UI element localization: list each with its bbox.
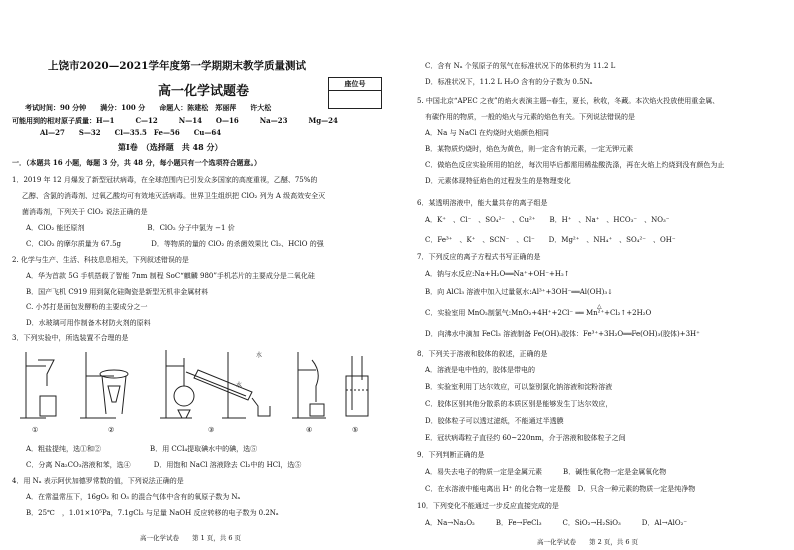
question-line: 4．用 Nₐ 表示阿伏加德罗常数的值，下列说法正确的是 — [12, 477, 184, 485]
question-option: C．在水溶液中能电离出 H⁺ 的化合物一定是酸 D．只含一种元素的物质一定是纯净物 — [425, 485, 696, 493]
question-option: A．Na 与 NaCl 在灼烧时火焰颜色相同 — [425, 129, 549, 137]
question-option: A．ClO₂ 能还原剂 B．ClO₂ 分子中氯为 −1 价 — [26, 224, 235, 232]
question-option: B．国产飞机 C919 用到氮化硅陶瓷是新型无机非金属材料 — [26, 288, 209, 296]
exam-title: 上饶市2020—2021学年度第一学期期末教学质量测试 — [48, 60, 306, 72]
question-line: 有碳作用的物质，一般的焰火与元素的焰色有关。下列说法错误的是 — [425, 113, 635, 121]
page-footer: 高一化学试卷 第 1 页，共 6 页 — [140, 534, 242, 542]
question-option: E．冠状病毒粒子直径约 60~220nm，介于溶液和胶体粒子之间 — [425, 434, 626, 442]
apparatus-label: ⑤ — [352, 426, 359, 434]
question-option: A．在常温常压下，16gO₂ 和 O₃ 的混合气体中含有的氧原子数为 Nₐ — [26, 493, 241, 501]
question-option: A．粗盐提纯，选①和② B．用 CCl₄提取碘水中的碘，选⑤ — [26, 445, 258, 453]
question-option: A．易失去电子的物质一定是金属元素 B．碱性氧化物一定是金属氧化物 — [425, 468, 667, 476]
question-line: 菌消毒剂，下列关于 ClO₂ 说法正确的是 — [22, 208, 148, 216]
question-option: B．某物质灼烧时，焰色为黄色，则一定含有钠元素，一定无钾元素 — [425, 145, 634, 153]
question-line: 乙醇、含氯的消毒剂、过氧乙酸均可有效地灭活病毒。世界卫生组织把 ClO₂ 列为 A 级高效安全灭 — [22, 192, 326, 200]
question-option: A．钠与水反应:Na+H₂O══Na⁺+OH⁻+H₂↑ — [425, 270, 570, 278]
question-option: C．含有 Nₐ 个氖原子的氖气在标准状况下的体积约为 11.2 L — [425, 62, 616, 70]
question-line: 6．某透明溶液中，能大量共存的离子组是 — [417, 199, 548, 207]
question-option: C．实验室用 MnO₂制氯气:MnO₂+4H⁺+2Cl⁻ ══ Mn²⁺+Cl₂↑+2H₂O — [425, 309, 652, 317]
question-line: 2. 化学与生产、生活、科技息息相关，下列叙述错误的是 — [12, 256, 189, 264]
question-option: D．标准状况下，11.2 L H₂O 含有的分子数为 0.5Nₐ — [425, 78, 593, 86]
question-option: C．分离 Na₂CO₃溶液和苯，选④ D．用饱和 NaCl 溶液除去 Cl₂中的 HCl，选⑤ — [26, 461, 302, 469]
question-option: C．ClO₂ 的摩尔质量为 67.5g D．等物质的量的 ClO₂ 的杀菌效果比 Cl₂、HClO 的强 — [26, 240, 324, 248]
apparatus-label: ① — [32, 426, 39, 434]
question-option: C. 小苏打是面包发酵粉的主要成分之一 — [26, 303, 148, 311]
apparatus-label: ② — [108, 426, 115, 434]
water-label: 水 — [236, 382, 243, 389]
question-option: C．Fe³⁺ 、K⁺ 、SCN⁻ 、Cl⁻ D．Mg²⁺ 、NH₄⁺ 、SO₄²⁻ 、OH⁻ — [425, 236, 676, 244]
question-line: 3．下列实验中，所选装置不合理的是 — [12, 334, 129, 342]
exam-meta: 考试时间：90 分钟 满分：100 分 命题人：陈建松 郑丽萍 许大松 — [25, 103, 272, 112]
question-option: C．胶体区别其他分散系的本质区别是能够发生丁达尔效应， — [425, 400, 613, 408]
right-page — [397, 0, 794, 550]
question-line: 8．下列关于溶液和胶体的叙述，正确的是 — [417, 350, 548, 358]
question-option: D．水玻璃可用作制备木材防火剂的原料 — [26, 319, 151, 327]
heat-mark: △ — [597, 303, 602, 310]
page-footer: 高一化学试卷 第 2 页，共 6 页 — [537, 538, 639, 546]
apparatus-label: ③ — [208, 426, 215, 434]
atomic-masses-1: 可能用到的相对原子质量：H—1 C—12 N—14 O—16 Na—23 Mg—24 — [12, 116, 338, 125]
question-line: 5. 中国北京“APEC 之夜”的焰火表演主题--春生，夏长，秋收，冬藏。本次焰火投放使用重金属、 — [417, 97, 720, 105]
question-line: 7．下列反应的离子方程式书写正确的是 — [417, 253, 541, 261]
apparatus-label: ④ — [306, 426, 313, 434]
water-label: 水 — [256, 352, 263, 359]
question-option: D．元素体现特征焰色的过程发生的是物理变化 — [425, 177, 571, 185]
question-line: 1．2019 年 12 月爆发了新型冠状病毒，在全球范围内已引发众多国家的高度重视，乙醚、75%的 — [12, 176, 318, 184]
apparatus-figure — [16, 346, 376, 438]
question-option: A．华为首款 5G 手机搭载了智能 7nm 制程 SoC“麒麟 980”手机芯片的主要成分是二氧化硅 — [26, 272, 315, 280]
question-option: A．溶液是电中性的，胶体是带电的 — [425, 366, 536, 374]
question-option: B．25℃ ，1.01×10⁵Pa，7.1gCl₂ 与足量 NaOH 反应转移的电子数为 0.2Nₐ — [26, 509, 279, 517]
exam-subtitle: 高一化学试题卷 — [158, 84, 250, 99]
question-option: D．向沸水中滴加 FeCl₃ 溶液制备 Fe(OH)₃胶体：Fe³⁺+3H₂O══Fe(OH)₃(胶体)+3H⁺ — [425, 330, 700, 338]
seat-number-label: 座位号 — [329, 78, 381, 91]
question-option: A．Na→Na₂O₂ B．Fe→FeCl₃ C．SiO₂→H₂SiO₃ D．Al→AlO₂⁻ — [425, 519, 688, 527]
seat-number-box — [328, 77, 382, 109]
question-option: B．实验室利用丁达尔效应，可以鉴别氯化钠溶液和淀粉溶液 — [425, 383, 613, 391]
question-option: C．做焰色反应实验所用的铂丝，每次用毕后都需用稀盐酸洗涤，再在火焰上灼烧到没有颜色为止 — [425, 161, 725, 169]
apparatus-drawings — [16, 346, 376, 426]
question-option: D．胶体粒子可以透过滤纸，不能通过半透膜 — [425, 417, 564, 425]
question-line: 9．下列判断正确的是 — [417, 451, 485, 459]
section-heading: 第Ⅰ卷 （选择题 共 48 分） — [118, 142, 223, 152]
question-option: B．向 AlCl₃ 溶液中加入过量氨水:Al³⁺+3OH⁻══Al(OH)₃↓ — [425, 288, 613, 296]
question-line: 10．下列变化不能通过一步反应直接完成的是 — [417, 502, 559, 510]
instructions: 一．（本题共 16 小题，每题 3 分，共 48 分，每小题只有一个选项符合题意。） — [12, 158, 261, 167]
atomic-masses-2: Al—27 S—32 Cl—35.5 Fe—56 Cu—64 — [40, 128, 222, 137]
question-option: A．K⁺ 、Cl⁻ 、SO₄²⁻ 、Cu²⁺ B．H⁺ 、Na⁺ 、HCO₃⁻ 、NO₃⁻ — [425, 216, 670, 224]
